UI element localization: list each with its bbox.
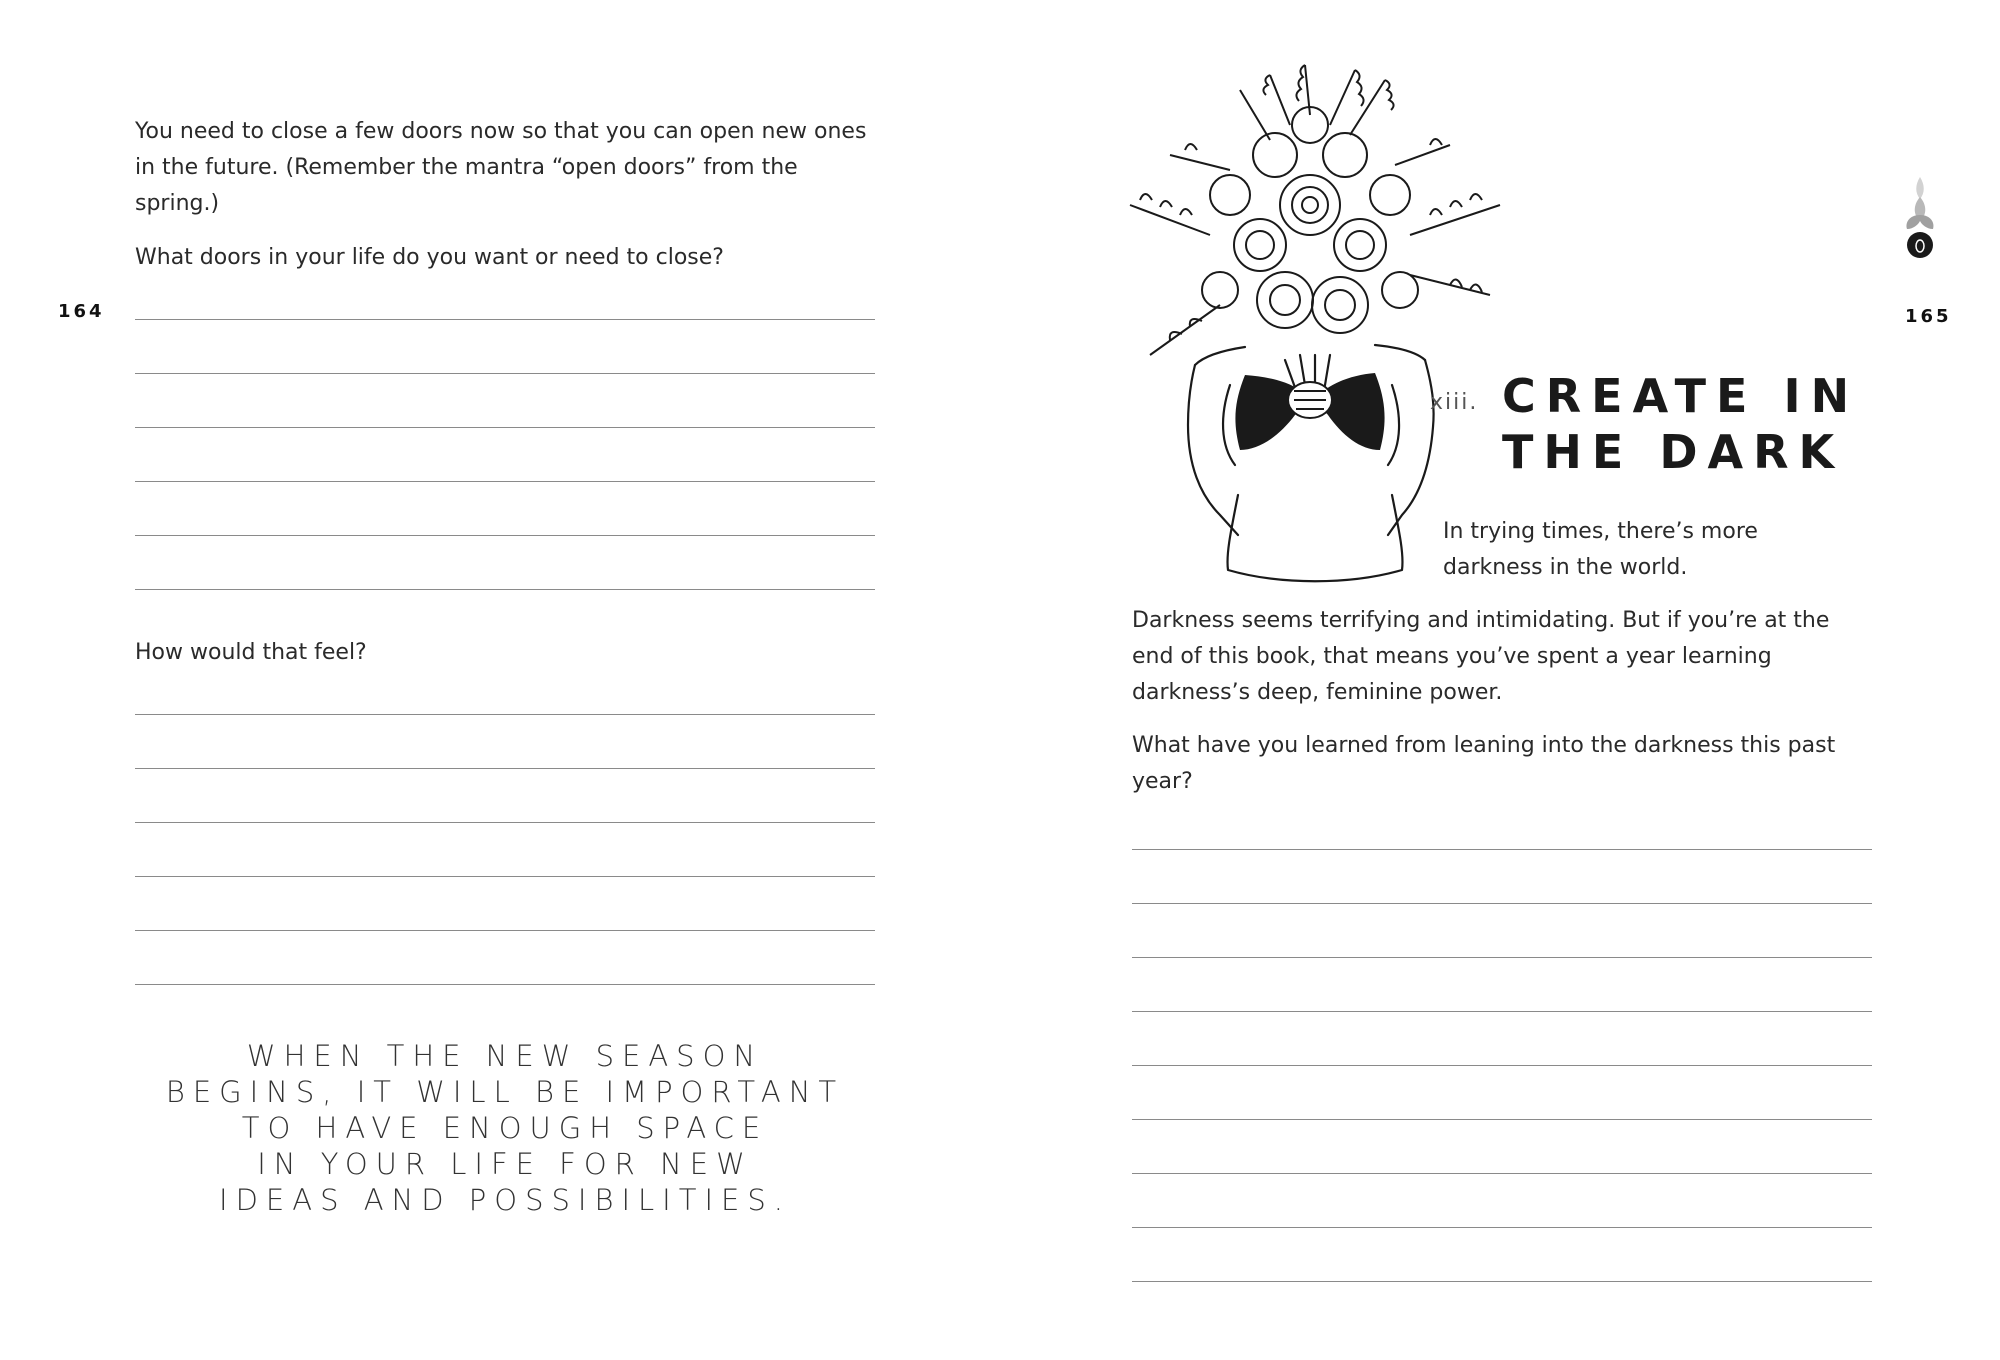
- writing-line[interactable]: [135, 661, 875, 715]
- writing-line[interactable]: [1132, 1012, 1872, 1066]
- title-line: CREATE IN: [1502, 369, 1860, 423]
- quote-line: IDEAS AND POSSIBILITIES.: [219, 1183, 791, 1217]
- sprout-seal-icon: [1905, 175, 1935, 295]
- chapter-number: xiii.: [1430, 390, 1479, 415]
- writing-line[interactable]: [135, 823, 875, 877]
- page-number: 164: [58, 301, 105, 322]
- writing-line[interactable]: [135, 715, 875, 769]
- chapter-title: [1502, 368, 1859, 480]
- writing-lines-1[interactable]: [135, 266, 875, 590]
- body-paragraph: Darkness seems terrifying and intimidating. But if you’re at the end of this book, that means you’ve spent a year learning darkness’s deep, feminine power.: [1132, 608, 1830, 705]
- writing-line[interactable]: [135, 374, 875, 428]
- writing-line[interactable]: [135, 877, 875, 931]
- writing-line[interactable]: [1132, 1228, 1872, 1282]
- pull-quote: [135, 1038, 875, 1218]
- question-darkness: What have you learned from leaning into the darkness this past year?: [1132, 733, 1836, 794]
- intro-paragraph: You need to close a few doors now so that you can open new ones in the future. (Remember the mantra “open doors” from the spring.): [135, 119, 867, 216]
- writing-line[interactable]: [135, 320, 875, 374]
- title-line: THE DARK: [1502, 425, 1845, 479]
- question-feel: How would that feel?: [135, 640, 367, 665]
- quote-line: TO HAVE ENOUGH SPACE: [241, 1111, 769, 1145]
- right-page: [1000, 0, 2000, 1360]
- writing-line[interactable]: [135, 931, 875, 985]
- quote-line: IN YOUR LIFE FOR NEW: [257, 1147, 753, 1181]
- writing-line[interactable]: [135, 482, 875, 536]
- intro-paragraph: In trying times, there’s more darkness in the world.: [1443, 519, 1758, 580]
- writing-line[interactable]: [135, 769, 875, 823]
- writing-line[interactable]: [1132, 1174, 1872, 1228]
- page-number: 165: [1905, 306, 1952, 327]
- writing-line[interactable]: [1132, 958, 1872, 1012]
- quote-line: BEGINS, IT WILL BE IMPORTANT: [165, 1075, 845, 1109]
- writing-line[interactable]: [1132, 850, 1872, 904]
- question-doors: What doors in your life do you want or need to close?: [135, 245, 724, 270]
- writing-line[interactable]: [1132, 796, 1872, 850]
- writing-line[interactable]: [1132, 1120, 1872, 1174]
- writing-line[interactable]: [1132, 1066, 1872, 1120]
- writing-line[interactable]: [135, 266, 875, 320]
- writing-line[interactable]: [135, 536, 875, 590]
- quote-line: WHEN THE NEW SEASON: [246, 1039, 764, 1073]
- writing-lines-3[interactable]: [1132, 796, 1872, 1282]
- writing-line[interactable]: [1132, 904, 1872, 958]
- writing-line[interactable]: [135, 428, 875, 482]
- writing-lines-2[interactable]: [135, 661, 875, 985]
